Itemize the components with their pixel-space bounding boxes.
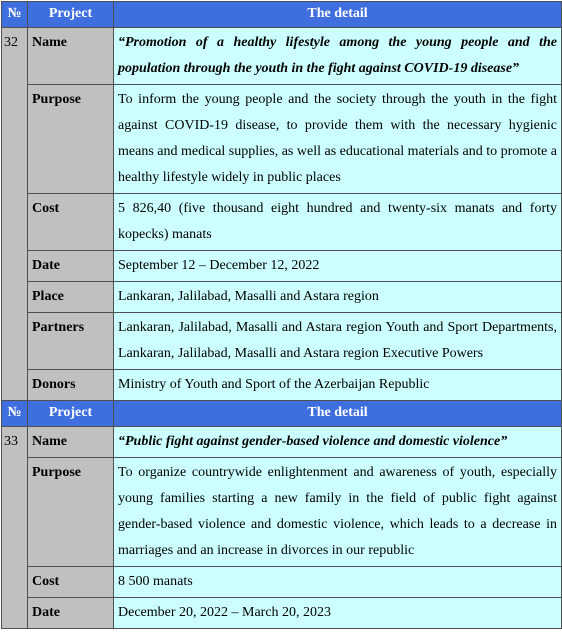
- header-number: №: [2, 401, 28, 427]
- project-cost: 5 826,40 (five thousand eight hundred and twenty-six manats and forty kopecks) manats: [114, 194, 562, 251]
- project-32-date-row: [2, 251, 562, 282]
- label-cost: Cost: [28, 567, 114, 598]
- project-32-purpose-row: [2, 85, 562, 194]
- label-name: Name: [28, 427, 114, 458]
- label-date: Date: [28, 251, 114, 282]
- project-cost: 8 500 manats: [114, 567, 562, 598]
- projects-table: [1, 1, 562, 629]
- project-purpose: To inform the young people and the society through the youth in the fight against COVID-19 disease, to provide them with the necessary hygienic means and medical supplies, as well as educational materials and to promote a healthy lifestyle widely in public places: [114, 85, 562, 194]
- header-project: Project: [28, 401, 114, 427]
- project-32-place-row: [2, 282, 562, 313]
- label-name: Name: [28, 28, 114, 85]
- project-32-name-row: [2, 28, 562, 85]
- project-name: “Promotion of a healthy lifestyle among the young people and the population through the youth in the fight against COVID-19 disease”: [114, 28, 562, 85]
- header-detail: The detail: [114, 2, 562, 28]
- project-33-name-row: [2, 427, 562, 458]
- table-header-row: [2, 401, 562, 427]
- project-number: 33: [2, 427, 28, 629]
- table-header-row: [2, 2, 562, 28]
- header-detail: The detail: [114, 401, 562, 427]
- project-date: September 12 – December 12, 2022: [114, 251, 562, 282]
- project-32-cost-row: [2, 194, 562, 251]
- project-32-donors-row: [2, 370, 562, 401]
- header-number: №: [2, 2, 28, 28]
- project-33-purpose-row: [2, 458, 562, 567]
- label-purpose: Purpose: [28, 85, 114, 194]
- label-cost: Cost: [28, 194, 114, 251]
- project-purpose: To organize countrywide enlightenment and awareness of youth, especially young families starting a new family in the field of public fight against gender-based violence and domestic violence, which leads to a decrease in marriages and an increase in divorces in our republic: [114, 458, 562, 567]
- project-date: December 20, 2022 – March 20, 2023: [114, 598, 562, 629]
- project-32-partners-row: [2, 313, 562, 370]
- project-33-cost-row: [2, 567, 562, 598]
- project-33-date-row: [2, 598, 562, 629]
- header-project: Project: [28, 2, 114, 28]
- label-partners: Partners: [28, 313, 114, 370]
- label-purpose: Purpose: [28, 458, 114, 567]
- label-date: Date: [28, 598, 114, 629]
- label-place: Place: [28, 282, 114, 313]
- project-place: Lankaran, Jalilabad, Masalli and Astara region: [114, 282, 562, 313]
- project-name: “Public fight against gender-based violence and domestic violence”: [114, 427, 562, 458]
- project-partners: Lankaran, Jalilabad, Masalli and Astara region Youth and Sport Departments, Lankaran, Jalilabad, Masalli and Astara region Executive Powers: [114, 313, 562, 370]
- label-donors: Donors: [28, 370, 114, 401]
- project-number: 32: [2, 28, 28, 401]
- project-donors: Ministry of Youth and Sport of the Azerbaijan Republic: [114, 370, 562, 401]
